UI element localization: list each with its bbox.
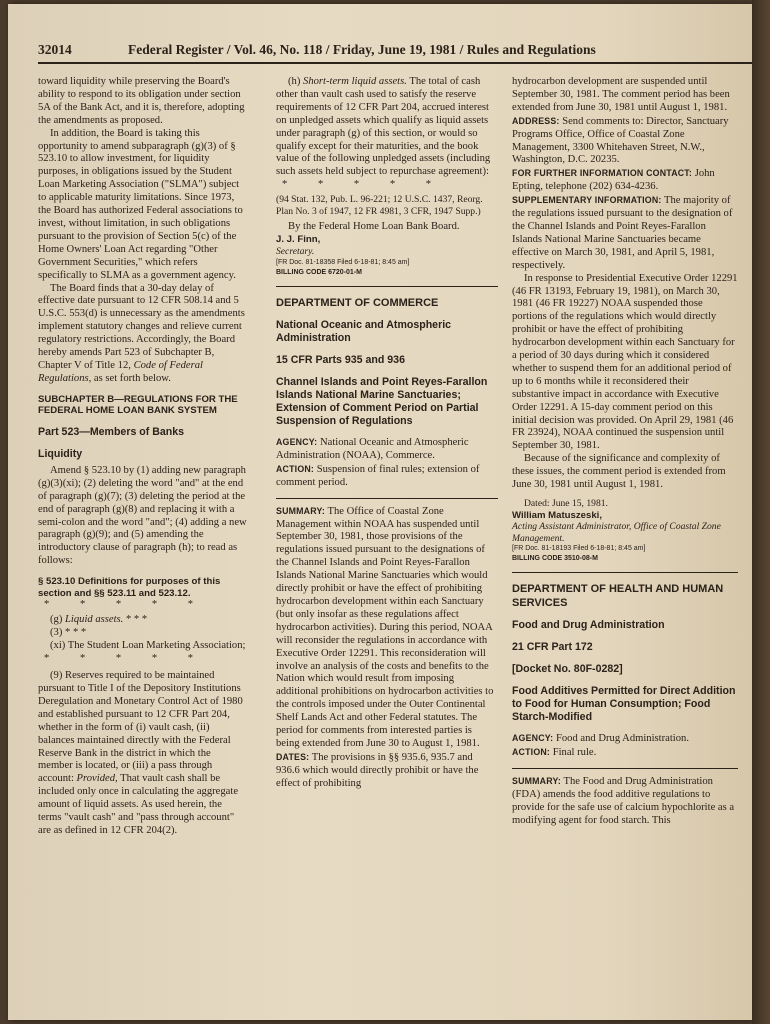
page-number: 32014: [38, 42, 72, 57]
ellipsis-stars: * * * * *: [44, 653, 208, 665]
paragraph: (9) Reserves required to be maintained pursuant to Title I of the Depository Institutions Deregulation and Monetary Control Act of 1980 and established pursuant to 12 CFR Part 204, whether in the form of (i) vault cash, (ii) balances maintained directly with the Federal Reserve Bank in the district in which the member is located, or (iii) a pass through account: Provided, That vault cash shall be included only once in calculating the aggregate amount of liquid assets. As used herein, the terms "vault cash" and "pass through account" are as defined in 12 CFR 204(2).: [38, 670, 243, 836]
divider: [512, 572, 738, 573]
ellipsis-stars: * * * * *: [282, 179, 446, 191]
fr-doc-line: [FR Doc. 81-18193 Filed 6-18-81; 8:45 am]: [512, 545, 646, 553]
paragraph: Because of the significance and complexity of these issues, the comment period is extended from June 30, 1981 until August 1, 1981.: [512, 453, 726, 491]
rule-subject: Food Additives Permitted for Direct Addition to Food for Human Consumption; Food Starch-Modified: [512, 685, 736, 724]
rule-subject: Channel Islands and Point Reyes-Farallon Islands National Marine Sanctuaries; Extension of Comment Period on Partial Suspension of Regulations: [276, 376, 488, 428]
column-1: [38, 76, 248, 838]
paragraph: (xi) The Student Loan Marketing Association;: [50, 640, 246, 652]
column-2: [276, 76, 498, 791]
divider: [276, 286, 498, 287]
department-heading: DEPARTMENT OF COMMERCE: [276, 296, 439, 309]
signer-title: Secretary.: [276, 245, 315, 257]
cfr-heading: 15 CFR Parts 935 and 936: [276, 354, 405, 367]
billing-code: BILLING CODE 6720-01-M: [276, 268, 362, 276]
paragraph: Amend § 523.10 by (1) adding new paragraph (g)(3)(xi); (2) deleting the word "and" at the end of paragraph (g)(7); (3) deleting the period at the end of paragraph (g)(8) and replacing it with a semi-colon and the word "and"; (4) adding a new paragraph (g)(9); and (5) amending the introductory clause of paragraph (h); to read as follows:: [38, 464, 247, 567]
divider: [512, 768, 738, 769]
authority-citation: (94 Stat. 132, Pub. L. 96-221; 12 U.S.C. 1437, Reorg. Plan No. 3 of 1947, 12 FR 4981, 3 CFR, 1947 Supp.): [276, 194, 483, 217]
agency-heading: Food and Drug Administration: [512, 619, 665, 632]
action-line: ACTION: Suspension of final rules; extension of comment period.: [276, 463, 480, 488]
summary: SUMMARY: The Food and Drug Administration (FDA) amends the food additive regulations to provide for the safe use of calcium hypochlorite as a modifying agent for food starch. This: [512, 776, 735, 826]
dated-line: Dated: June 15, 1981.: [524, 498, 608, 509]
paragraph: In addition, the Board is taking this opportunity to amend subparagraph (g)(3) of § 523.10 to allow investment, for liquidity purposes, in obligations issued by the Student Loan Marketing Association ("SLMA") subject to applicable maturity limitations. Since 1973, the Board has authorized Federal associations to invest, without limitation, in such obligations pursuant to the provision of Section 5(c) of the Home Owners' Loan Act regarding "Other Government Securities," which refers specifically to SLMA as a government agency.: [38, 127, 243, 281]
paragraph: (3) * * *: [50, 627, 87, 639]
ellipsis-stars: * * * * *: [44, 599, 208, 611]
fr-doc-line: [FR Doc. 81-18358 Filed 6-18-81; 8:45 am]: [276, 258, 410, 266]
divider: [276, 498, 498, 499]
running-title: Federal Register / Vol. 46, No. 118 / Friday, June 19, 1981 / Rules and Regulations: [128, 42, 596, 57]
signer-name: J. J. Finn,: [276, 234, 321, 246]
paragraph: In response to Presidential Executive Order 12291 (46 FR 13193, February 19, 1981), on March 30, 1981 (46 FR 19227) NOAA suspended those portions of the regulations which would directly prohibit or have the effect of prohibiting hydrocarbon development within each Sanctuary for a period of 30 days during which it considered whether to suspend them for an additional period of up to 6 months while it reconsidered their substantive impact in accordance with Executive Order 12291. A 15-day comment period on this initial decision was provided. On April 29, 1981 (46 FR 23924), NOAA continued the suspension until September 30, 1981.: [512, 272, 738, 452]
book-edge: [752, 0, 770, 1024]
docket-number: [Docket No. 80F-0282]: [512, 663, 623, 676]
cfr-heading: 21 CFR Part 172: [512, 641, 593, 654]
address-line: ADDRESS: Send comments to: Director, Sanctuary Programs Office, Office of Coastal Zone Management, 3300 Whitehaven Street, N.W., Washington, D.C. 20235.: [512, 115, 729, 166]
subject-heading: Liquidity: [38, 447, 83, 460]
agency-heading: National Oceanic and Atmospheric Administration: [276, 319, 452, 345]
paragraph: toward liquidity while preserving the Board's ability to respond to its obligation under section 5A of the Bank Act, and it is, therefore, adopting the amendments as proposed.: [38, 76, 245, 126]
agency-line: AGENCY: National Oceanic and Atmospheric Administration (NOAA), Commerce.: [276, 437, 469, 461]
signer-name: William Matuszeski,: [512, 509, 603, 521]
subchapter-heading: SUBCHAPTER B—REGULATIONS FOR THE FEDERAL HOME LOAN BANK SYSTEM: [38, 393, 238, 417]
part-heading: Part 523—Members of Banks: [38, 425, 185, 438]
paragraph: (g) Liquid assets. * * *: [50, 614, 148, 626]
section-heading: § 523.10 Definitions for purposes of this section and §§ 523.11 and 523.12.: [38, 576, 221, 599]
paragraph: (h) Short-term liquid assets. The total of cash other than vault cash used to satisfy the reserve requirements of 12 CFR Part 204, accrued interest on unpledged assets which qualify as liquid assets under paragraph (g) of this section, or would so qualify except for their maturities, and the book value of the following unpledged assets (including such assets held subject to repurchase agreement):: [276, 76, 491, 178]
running-header: [38, 40, 752, 64]
action-line: ACTION: Final rule.: [512, 747, 597, 759]
billing-code: BILLING CODE 3510-08-M: [512, 555, 598, 563]
paragraph: The Board finds that a 30-day delay of effective date pursuant to 12 CFR 508.14 and 5 U.S.C. 553(d) is unnecessary as the amendments implement statutory changes and relieve current regulatory restrictions. Accordingly, the Board hereby amends Part 523 of Subchapter B, Chapter V of Title 12, Code of Federal Regulations, as set forth below.: [38, 282, 245, 384]
document-page: [8, 4, 752, 1020]
contact-line: FOR FURTHER INFORMATION CONTACT: John Epting, telephone (202) 634-4236.: [512, 168, 715, 193]
agency-line: AGENCY: Food and Drug Administration.: [512, 733, 689, 745]
summary: SUMMARY: The Office of Coastal Zone Management within NOAA has suspended until September 30, 1981, those provisions of the regulations issued pursuant to the designations of the Channel Islands and Point Reyes-Farallon Islands National Marine Sanctuaries which would directly prohibit or have the effect of prohibiting hydrocarbon development within each Sanctuary (but only insofar as these regulations affect hydrocarbon activities). During this period, NOAA will reconsider the regulations in accordance with Executive Order 12291. This reconsideration will involve an analysis of the costs and benefits to the Nation which would result from imposing additional prohibitions on hydrocarbon activities to the controls imposed under the Outer Continental Shelf Lands Act and other Federal statutes. The period for comments from interested parties is being extended from June 30 to August 1, 1981.: [276, 505, 494, 749]
department-heading: DEPARTMENT OF HEALTH AND HUMAN SERVICES: [512, 583, 724, 609]
paragraph: By the Federal Home Loan Bank Board.: [288, 221, 460, 233]
column-3: [512, 76, 738, 828]
dates: DATES: The provisions in §§ 935.6, 935.7 and 936.6 which would directly prohibit or have the effect of prohibiting: [276, 751, 479, 789]
paragraph: hydrocarbon development are suspended until September 30, 1981. The comment period has been extended from June 30, 1981 until August 1, 1981.: [512, 76, 730, 113]
supplementary-info: SUPPLEMENTARY INFORMATION: The majority of the regulations issued pursuant to the designation of the Channel Islands and Point Reyes-Farallon Islands National Marine Sanctuaries became effective on March 30, 1981, and April 5, 1981, respectively.: [512, 195, 733, 271]
signer-title: Acting Assistant Administrator, Office of Coastal Zone Management.: [512, 521, 721, 544]
